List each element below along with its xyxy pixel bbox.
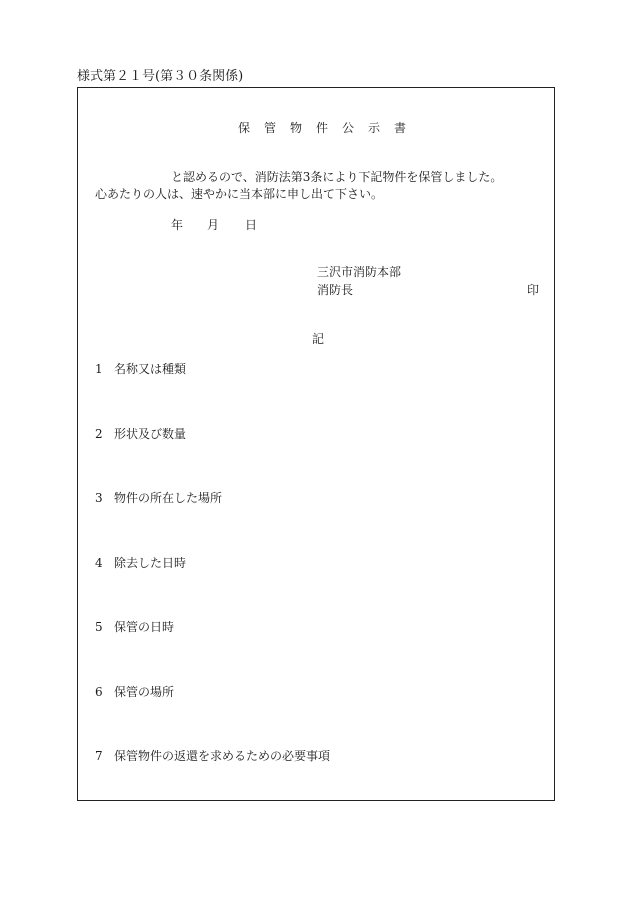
list-item-number: 2 — [95, 427, 103, 441]
list-item-label: 保管の日時 — [114, 620, 175, 634]
list-item-label: 保管物件の返還を求めるための必要事項 — [114, 749, 331, 763]
list-item-number: 6 — [95, 685, 103, 699]
body-text-line-1: と認めるので、消防法第3条により下記物件を保管しました。 — [171, 170, 503, 184]
list-item-label: 保管の場所 — [114, 685, 175, 699]
issuer-organization: 三沢市消防本部 — [317, 265, 402, 279]
ki-heading: 記 — [312, 332, 325, 346]
issuer-title: 消防長 — [317, 283, 354, 297]
form-number: 様式第２１号(第３０条関係) — [77, 69, 244, 84]
list-item-label: 除去した日時 — [114, 556, 187, 570]
list-item-label: 物件の所在した場所 — [114, 491, 223, 505]
document-title: 保管物件公示書 — [238, 121, 421, 135]
date-year-label: 年 — [171, 218, 184, 232]
list-item-number: 7 — [95, 749, 103, 763]
list-item-label: 形状及び数量 — [114, 427, 187, 441]
list-item-number: 3 — [95, 491, 103, 505]
body-text-line-2: 心あたりの人は、速やかに当本部に申し出て下さい。 — [95, 187, 384, 201]
list-item-label: 名称又は種類 — [114, 362, 187, 376]
list-item-number: 4 — [95, 556, 103, 570]
seal-mark: 印 — [527, 283, 540, 297]
date-day-label: 日 — [245, 218, 258, 232]
list-item-number: 1 — [95, 362, 103, 376]
date-month-label: 月 — [207, 218, 220, 232]
list-item-number: 5 — [95, 620, 103, 634]
